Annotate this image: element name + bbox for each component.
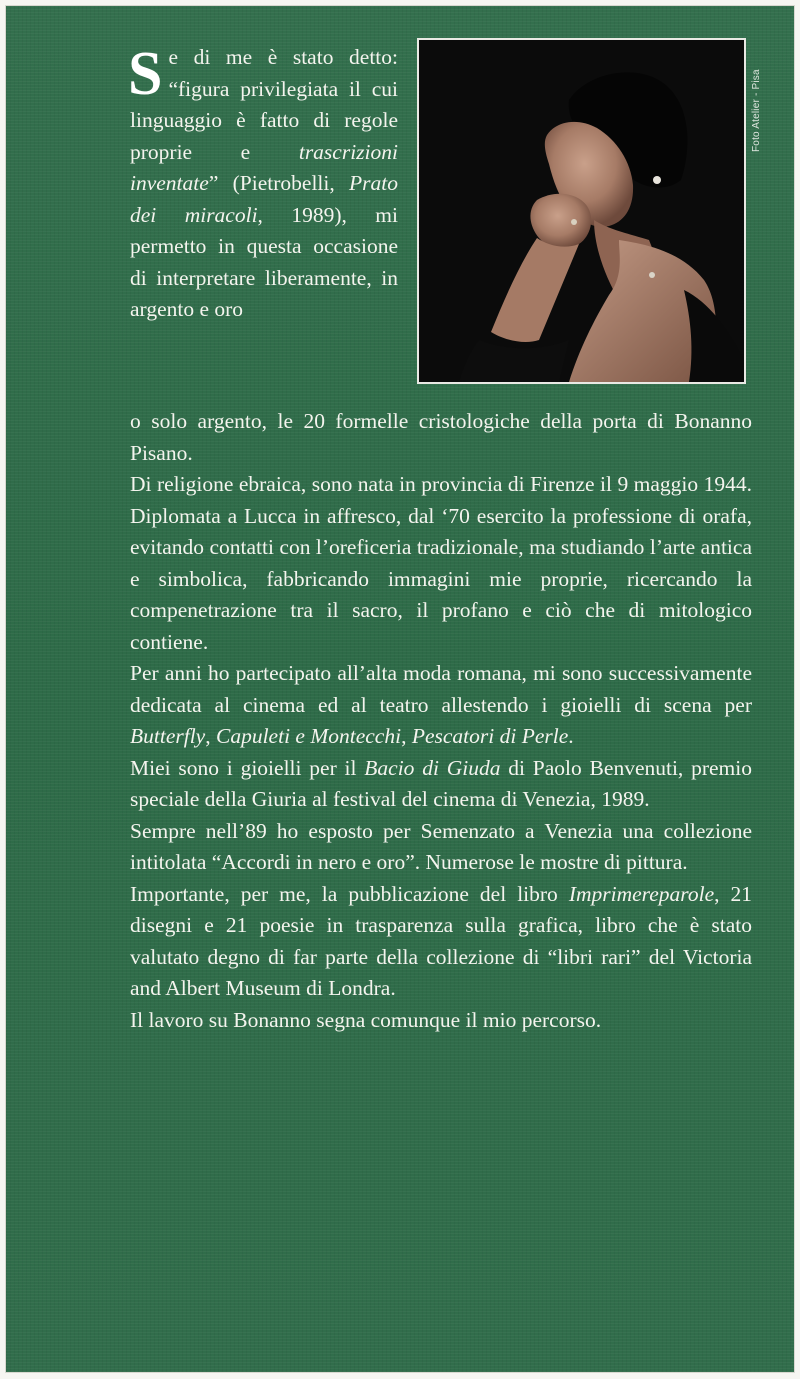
paragraph-7: Il lavoro su Bonanno segna comunque il mio percorso. <box>130 1007 602 1032</box>
p4-text-1: Miei sono i gioielli per il <box>130 755 365 780</box>
intro-italic-1: trascrizioni inventate <box>130 139 398 195</box>
paragraph-3 <box>130 658 752 753</box>
paragraph-4 <box>130 753 752 816</box>
photo-credit: Foto Atelier - Pisa <box>751 69 762 152</box>
p3-title-pescatori: Pescatori di Perle <box>411 724 569 748</box>
p3-title-butterfly: Butterfly <box>130 724 206 748</box>
paragraph-2: Di religione ebraica, sono nata in provincia di Firenze il 9 maggio 1944. Diplomata a Lucca in affresco, dal ‘70 esercito la professione di orafa, evitando contatti con l’oreficeria tradizionale, ma studiando l’arte antica e simbolica, fabbricando immagini mie proprie, ricercando la compenetrazione tra il sacro, il profano e ciò che di mitologico contiene. <box>130 472 752 654</box>
paragraph-6 <box>130 879 752 1005</box>
p6-title-book: Imprimereparole <box>568 881 715 906</box>
intro-italic-2: Prato dei miracoli <box>130 171 398 227</box>
p6-text-2: , 21 disegni e 21 poesie in trasparenza sulla grafica, libro che è stato valutato degno di far parte della collezione di “libri rari” del Victoria and Albert Museum di Londra. <box>130 881 753 1000</box>
intro-paragraph <box>130 42 398 326</box>
biography-text <box>130 406 752 1036</box>
paragraph-5: Sempre nell’89 ho esposto per Semenzato a Venezia una collezione intitolata “Accordi in nero e oro”. Numerose le mostre di pittura. <box>130 818 752 874</box>
p4-text-2: di Paolo Benvenuti, premio speciale della Giuria al festival del cinema di Venezia, 1989. <box>130 755 752 811</box>
portrait-illustration <box>419 40 744 382</box>
p3-title-capuleti: Capuleti e Montecchi <box>215 724 402 748</box>
drop-cap: S <box>128 40 163 108</box>
p6-text-1: Importante, per me, la pubblicazione del libro <box>130 881 569 906</box>
p3-text-4: . <box>568 724 574 748</box>
intro-text-3: , 1989), mi permetto in questa occasione di interpretare liberamente, in argento e oro <box>130 202 398 321</box>
paragraph-1: o solo argento, le 20 formelle cristologiche della porta di Bonanno Pisano. <box>130 409 752 465</box>
p3-text-2: , <box>205 724 216 748</box>
intro-text-1: e di me è stato detto: “figura privilegiata il cui linguaggio è fatto di regole proprie e <box>130 45 398 164</box>
intro-text-2: ” (Pietrobelli, <box>208 171 350 195</box>
p4-title-bacio: Bacio di Giuda <box>364 755 501 780</box>
back-cover <box>6 6 794 1372</box>
p3-text-1: Per anni ho partecipato all’alta moda romana, mi sono successivamente dedicata al cinema ed al teatro allestendo i gioielli di scena per <box>130 661 752 717</box>
author-portrait <box>417 38 746 384</box>
p3-text-3: , <box>401 724 412 748</box>
